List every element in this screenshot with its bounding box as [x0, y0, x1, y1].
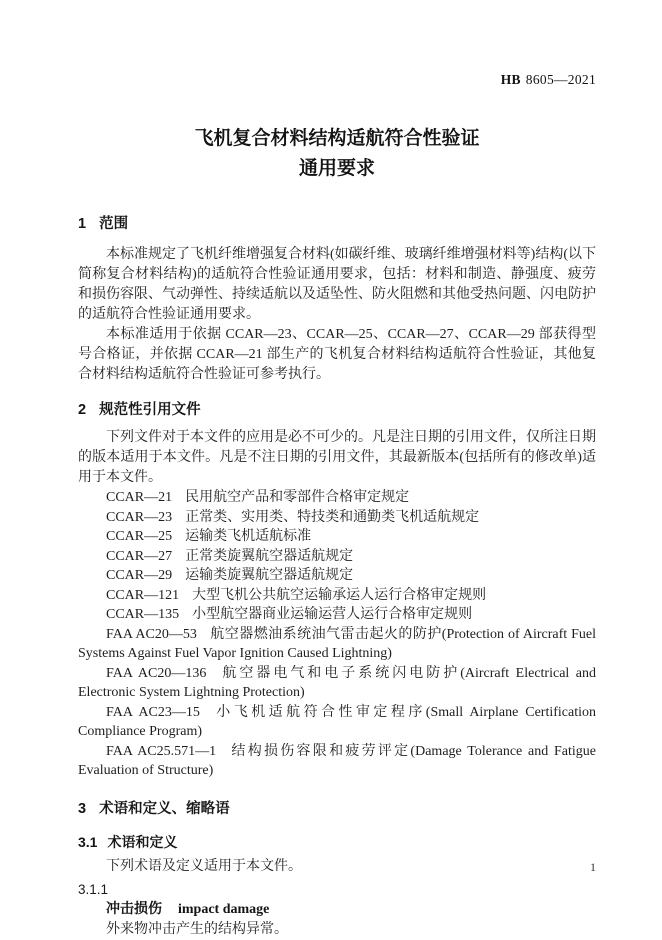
reference-code: CCAR—121 — [106, 587, 180, 603]
reference-title: 小型航空器商业运输运营人运行合格审定规则 — [192, 607, 473, 622]
reference-title: 运输类飞机适航标准 — [185, 529, 312, 544]
references-list — [78, 488, 596, 781]
reference-code: FAA AC25.571—1 — [106, 743, 217, 759]
standard-code-number: 8605—2021 — [525, 72, 596, 87]
reference-code: FAA AC20—136 — [106, 665, 207, 681]
reference-item — [78, 605, 596, 625]
document-page — [78, 0, 596, 940]
section-number: 2 — [78, 402, 87, 418]
term-definition: 外来物冲击产生的结构异常。 — [106, 921, 288, 937]
section-number: 3 — [78, 800, 87, 817]
document-title-line2: 通用要求 — [298, 158, 375, 179]
reference-title: 大型飞机公共航空运输承运人运行合格审定规则 — [192, 587, 487, 603]
reference-title: 航空器燃油系统油气雷击起火的防护(Protection of Aircraft Fuel Systems Against Fuel Vapor Ignition Caused Lightning) — [78, 626, 596, 661]
reference-item — [78, 664, 596, 703]
reference-item — [78, 625, 596, 664]
reference-code: CCAR—21 — [106, 490, 173, 505]
reference-title: 正常类旋翼航空器适航规定 — [185, 548, 354, 564]
reference-title: 运输类旋翼航空器适航规定 — [185, 568, 354, 583]
document-title — [78, 124, 596, 184]
term-clause-number: 3.1.1 — [78, 881, 109, 897]
reference-title: 结构损伤容限和疲劳评定(Damage Tolerance and Fatigue Evaluation of Structure) — [78, 743, 596, 778]
reference-code: CCAR—27 — [106, 548, 173, 564]
reference-title: 正常类、实用类、特技类和通勤类飞机适航规定 — [185, 509, 480, 525]
section-heading-terms — [78, 799, 596, 819]
subsection-number: 3.1 — [78, 833, 98, 850]
reference-item — [78, 566, 596, 586]
section-title: 范围 — [99, 216, 129, 232]
term-entry — [78, 900, 596, 919]
document-title-line1: 飞机复合材料结构适航符合性验证 — [194, 128, 480, 149]
subsection-heading-terms-definitions — [78, 833, 596, 852]
section-number: 1 — [78, 216, 87, 232]
standard-code-prefix: HB — [500, 72, 521, 87]
reference-title: 民用航空产品和零部件合格审定规定 — [185, 490, 410, 505]
reference-item — [78, 703, 596, 742]
reference-code: CCAR—25 — [106, 529, 173, 544]
reference-code: CCAR—29 — [106, 568, 173, 583]
reference-title: 航空器电气和电子系统闪电防护(Aircraft Electrical and Electronic System Lightning Protection) — [78, 665, 597, 700]
reference-item — [78, 742, 596, 781]
section-heading-references — [78, 400, 596, 420]
references-intro: 下列文件对于本文件的应用是必不可少的。凡是注日期的引用文件，仅所注日期的版本适用于本文件。凡是不注日期的引用文件，其最新版本(包括所有的修改单)适用于本文件。 — [78, 430, 596, 485]
page-number: 1 — [590, 860, 596, 874]
section-heading-scope — [78, 214, 596, 234]
section-title: 规范性引用文件 — [99, 402, 201, 418]
reference-item — [78, 488, 596, 508]
scope-paragraph-2: 本标准适用于依据 CCAR—23、CCAR—25、CCAR—27、CCAR—29 部获得型号合格证，并依据 CCAR—21 部生产的飞机复合材料结构适航符合性验证，其他复合材料结构适航符合性验证可参考执行。 — [78, 327, 596, 382]
scope-paragraph-1: 本标准规定了飞机纤维增强复合材料(如碳纤维、玻璃纤维增强材料等)结构(以下简称复合材料结构)的适航符合性验证通用要求，包括：材料和制造、静强度、疲劳和损伤容限、气动弹性、持续适航以及适坠性、防火阻燃和其他受热问题、闪电防护的适航符合性验证通用要求。 — [78, 247, 596, 322]
reference-item — [78, 586, 596, 606]
subsection-title: 术语和定义 — [107, 833, 178, 850]
terms-intro: 下列术语及定义适用于本文件。 — [106, 858, 302, 874]
reference-code: FAA AC20—53 — [106, 626, 197, 642]
standard-code — [78, 72, 596, 88]
reference-item — [78, 527, 596, 547]
reference-title: 小飞机适航符合性审定程序(Small Airplane Certification Compliance Program) — [78, 704, 597, 739]
section-title: 术语和定义、缩略语 — [99, 800, 230, 817]
term-chinese: 冲击损伤 — [106, 901, 162, 917]
reference-item — [78, 508, 596, 528]
reference-item — [78, 547, 596, 567]
term-english: impact damage — [178, 901, 270, 917]
reference-code: CCAR—23 — [106, 509, 173, 525]
reference-code: CCAR—135 — [106, 607, 180, 622]
reference-code: FAA AC23—15 — [106, 704, 200, 720]
